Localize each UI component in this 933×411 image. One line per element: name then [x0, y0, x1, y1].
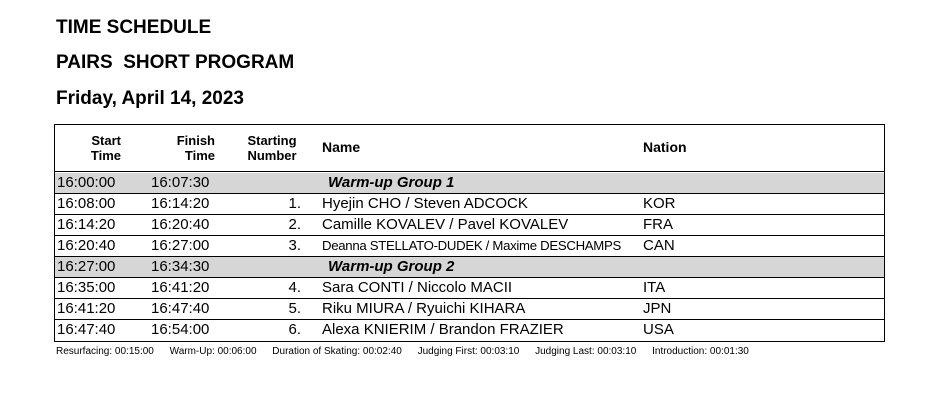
finish-time: 16:41:20	[151, 279, 210, 296]
event-title: PAIRS SHORT PROGRAM	[56, 52, 295, 73]
nation-code: ITA	[643, 279, 666, 296]
group-label: Warm-up Group 2	[328, 258, 455, 275]
duration-info: Duration of Skating: 00:02:40	[272, 346, 402, 357]
finish-time: 16:34:30	[151, 258, 210, 275]
header-nation: Nation	[643, 139, 687, 155]
introduction-info: Introduction: 00:01:30	[652, 346, 749, 357]
group-label: Warm-up Group 1	[328, 174, 455, 191]
header-start-time: Start Time	[90, 133, 121, 163]
nation-code: JPN	[643, 300, 672, 317]
start-time: 16:35:00	[57, 279, 116, 296]
start-time: 16:08:00	[57, 195, 116, 212]
nation-code: KOR	[643, 195, 676, 212]
start-time: 16:00:00	[57, 174, 116, 191]
skater-name: Riku MIURA / Ryuichi KIHARA	[322, 300, 526, 317]
table-body	[55, 173, 884, 341]
table-row	[55, 299, 884, 320]
start-time: 16:20:40	[57, 237, 116, 254]
start-time: 16:47:40	[57, 321, 116, 338]
finish-time: 16:27:00	[151, 237, 210, 254]
timing-footer	[56, 346, 762, 358]
starting-number: 5.	[288, 300, 301, 317]
document-title: TIME SCHEDULE	[56, 17, 212, 38]
starting-number: 3.	[288, 237, 301, 254]
header-finish-time: Finish Time	[176, 133, 215, 163]
warmup-info: Warm-Up: 00:06:00	[169, 346, 257, 357]
skater-name: Deanna STELLATO-DUDEK / Maxime DESCHAMPS	[322, 238, 621, 253]
skater-name: Camille KOVALEV / Pavel KOVALEV	[322, 216, 569, 233]
skater-name: Hyejin CHO / Steven ADCOCK	[322, 195, 528, 212]
skater-name: Alexa KNIERIM / Brandon FRAZIER	[322, 321, 564, 338]
table-row	[55, 236, 884, 257]
header-name: Name	[322, 139, 361, 155]
header-starting-number: Starting Number	[247, 133, 297, 163]
nation-code: FRA	[643, 216, 673, 233]
finish-time: 16:07:30	[151, 174, 210, 191]
table-row	[55, 320, 884, 341]
judging-last-info: Judging Last: 00:03:10	[535, 346, 637, 357]
finish-time: 16:14:20	[151, 195, 210, 212]
start-time: 16:14:20	[57, 216, 116, 233]
table-row	[55, 215, 884, 236]
warmup-row	[55, 257, 884, 278]
nation-code: CAN	[643, 237, 675, 254]
resurfacing-info: Resurfacing: 00:15:00	[56, 346, 154, 357]
warmup-row	[55, 173, 884, 194]
starting-number: 1.	[288, 195, 301, 212]
skater-name: Sara CONTI / Niccolo MACII	[322, 279, 513, 296]
table-row	[55, 194, 884, 215]
finish-time: 16:20:40	[151, 216, 210, 233]
schedule-table	[54, 124, 885, 342]
finish-time: 16:47:40	[151, 300, 210, 317]
starting-number: 6.	[288, 321, 301, 338]
starting-number: 2.	[288, 216, 301, 233]
start-time: 16:27:00	[57, 258, 116, 275]
finish-time: 16:54:00	[151, 321, 210, 338]
nation-code: USA	[643, 321, 674, 338]
judging-first-info: Judging First: 00:03:10	[417, 346, 520, 357]
start-time: 16:41:20	[57, 300, 116, 317]
table-row	[55, 278, 884, 299]
table-header	[55, 125, 884, 172]
event-date: Friday, April 14, 2023	[56, 88, 244, 109]
starting-number: 4.	[288, 279, 301, 296]
